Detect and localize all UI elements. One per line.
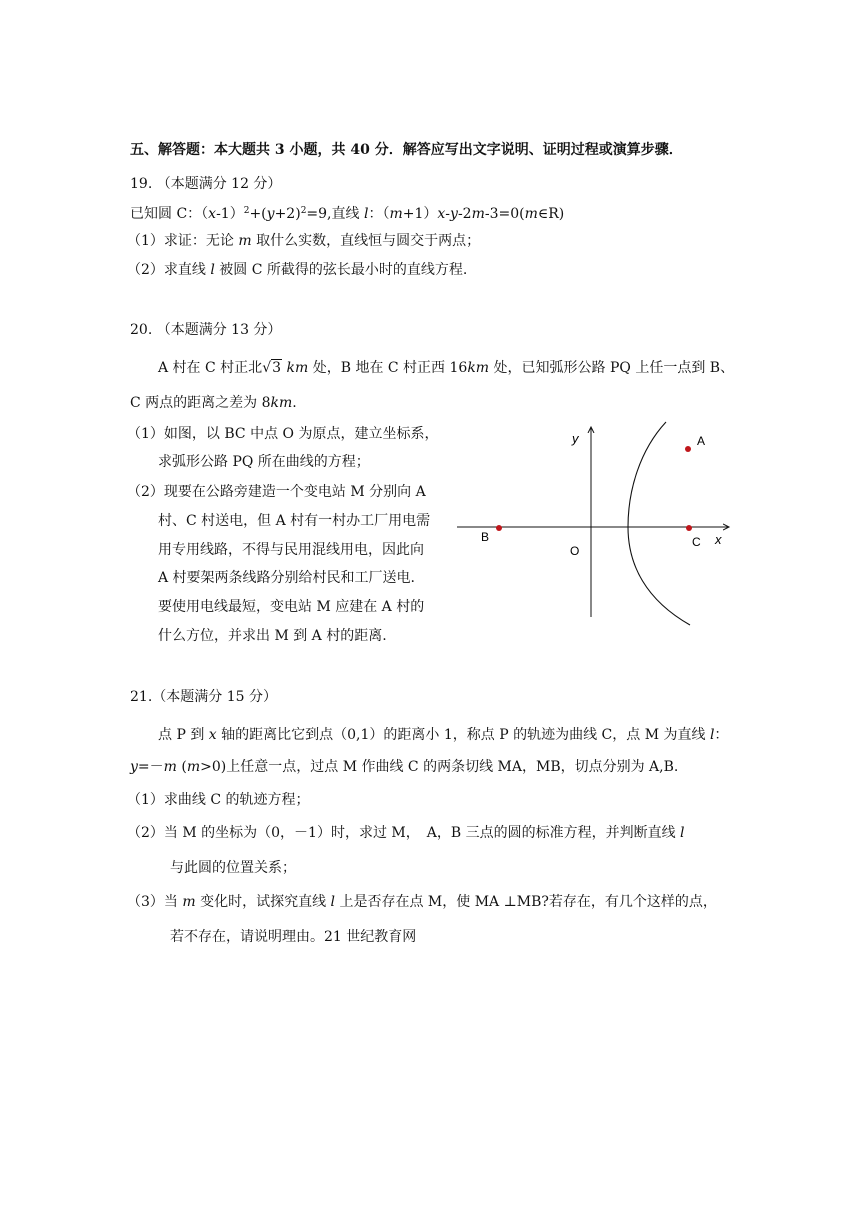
q21-part2-line2: 与此圆的位置关系； bbox=[170, 860, 296, 876]
q20-part2-line2: 村、C 村送电，但 A 村有一村办工厂用电需 bbox=[158, 513, 431, 529]
q19-title: 19. （本题满分 12 分） bbox=[130, 176, 282, 192]
q20-part2-line5: 要使用电线最短，变电站 M 应建在 A 村的 bbox=[158, 599, 425, 615]
label-o: O bbox=[570, 544, 580, 558]
hyperbola-branch-curve bbox=[628, 422, 690, 625]
q20-part2-line1: （2）现要在公路旁建造一个变电站 M 分别向 A bbox=[127, 484, 426, 500]
q20-stem-line1: A 村在 C 村正北√3 km 处，B 地在 C 村正西 16km 处，已知弧形公路 PQ 上任一点到 B、 bbox=[158, 360, 735, 376]
q21-stem-line2: y=－m (m>0)上任意一点，过点 M 作曲线 C 的两条切线 MA，MB，切点分别为 A,B. bbox=[130, 759, 679, 775]
point-b-dot bbox=[496, 525, 502, 531]
q19-stem: 已知圆 C：$(x-1)^2+(y+2)^2=9$,直线 l：（m+1）x-y-2m-3=0(m∈R) bbox=[130, 206, 565, 222]
point-c-dot bbox=[686, 525, 692, 531]
label-c: C bbox=[692, 535, 701, 549]
q20-part1-line2: 求弧形公路 PQ 所在曲线的方程； bbox=[158, 454, 370, 470]
q21-part3-line1: （3）当 m 变化时，试探究直线 l 上是否存在点 M，使 MA ⊥MB?若存在，有几个这样的点， bbox=[127, 894, 717, 910]
q19-part2: （2）求直线 l 被圆 C 所截得的弦长最小时的直线方程. bbox=[127, 262, 468, 278]
q21-title: 21.（本题满分 15 分） bbox=[130, 689, 277, 705]
point-a-dot bbox=[685, 446, 691, 452]
q21-part2-line1: （2）当 M 的坐标为（0，－1）时，求过 M， A，B 三点的圆的标准方程，并判断直线 l bbox=[127, 825, 685, 841]
sqrt-symbol: √3 bbox=[262, 360, 282, 376]
q20-part2-line4: A 村要架两条线路分别给村民和工厂送电. bbox=[158, 570, 416, 586]
q20-part2-line6: 什么方位，并求出 M 到 A 村的距离. bbox=[158, 628, 387, 644]
q19-part1: （1）求证：无论 m 取什么实数，直线恒与圆交于两点； bbox=[127, 233, 481, 249]
q21-stem-line1: 点 P 到 x 轴的距离比它到点（0,1）的距离小 1，称点 P 的轨迹为曲线 C，点 M 为直线 l： bbox=[158, 727, 729, 743]
q21-part1: （1）求曲线 C 的轨迹方程； bbox=[127, 792, 310, 808]
label-b: B bbox=[481, 530, 490, 544]
q20-stem-line2: C 两点的距离之差为 8km. bbox=[130, 395, 297, 411]
section-header: 五、解答题：本大题共 3 小题，共 40 分．解答应写出文字说明、证明过程或演算步骤． bbox=[130, 142, 683, 158]
label-x: x bbox=[715, 532, 722, 547]
q20-part1-line1: （1）如图，以 BC 中点 O 为原点，建立坐标系， bbox=[127, 426, 439, 442]
label-y: y bbox=[572, 431, 579, 446]
label-a: A bbox=[697, 434, 706, 448]
q20-title: 20. （本题满分 13 分） bbox=[130, 322, 282, 338]
q20-part2-line3: 用专用线路，不得与民用混线用电，因此向 bbox=[158, 542, 424, 558]
q21-part3-line2: 若不存在，请说明理由。21 世纪教育网 bbox=[170, 929, 417, 945]
